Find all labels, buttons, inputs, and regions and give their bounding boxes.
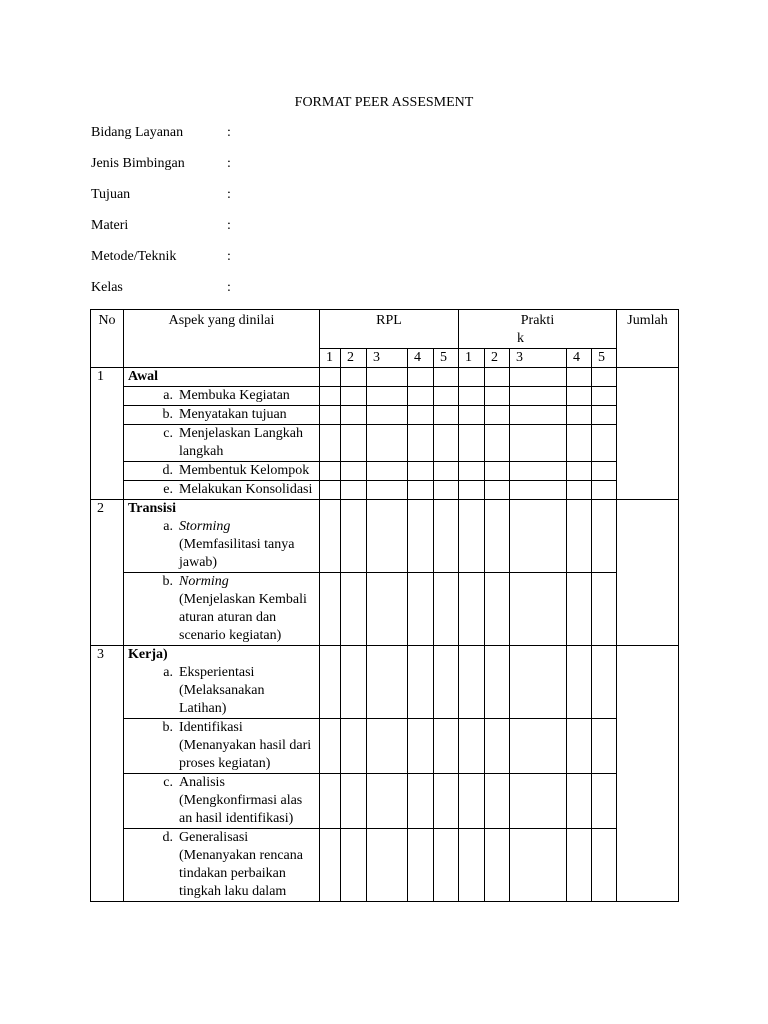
score-cell bbox=[510, 719, 567, 774]
score-cell bbox=[592, 481, 617, 500]
section-title: Kerja) bbox=[128, 647, 168, 662]
header-praktik bbox=[459, 310, 617, 349]
info-row-kelas bbox=[91, 279, 247, 310]
info-colon: : bbox=[227, 280, 231, 295]
info-label: Jenis Bimbingan bbox=[91, 156, 185, 171]
score-cell bbox=[510, 425, 567, 462]
score-cell bbox=[434, 774, 459, 829]
score-cell bbox=[567, 406, 592, 425]
score-cell bbox=[320, 500, 341, 573]
info-colon: : bbox=[227, 156, 231, 171]
score-cell bbox=[408, 387, 434, 406]
score-cell bbox=[592, 425, 617, 462]
score-cell bbox=[485, 646, 510, 719]
info-label: Metode/Teknik bbox=[91, 249, 177, 264]
table-row bbox=[91, 719, 679, 774]
info-label: Tujuan bbox=[91, 187, 131, 202]
score-cell bbox=[434, 573, 459, 646]
table-row bbox=[91, 462, 679, 481]
score-cell bbox=[341, 646, 367, 719]
score-cell bbox=[592, 774, 617, 829]
score-cell bbox=[341, 500, 367, 573]
score-cell bbox=[510, 406, 567, 425]
info-block bbox=[91, 124, 247, 310]
praktik-score-1: 1 bbox=[459, 349, 485, 368]
table-row bbox=[91, 368, 679, 387]
score-cell bbox=[434, 425, 459, 462]
score-cell bbox=[408, 573, 434, 646]
score-cell bbox=[408, 500, 434, 573]
score-cell bbox=[459, 387, 485, 406]
score-cell bbox=[510, 573, 567, 646]
score-cell bbox=[592, 573, 617, 646]
score-cell bbox=[367, 573, 408, 646]
score-cell bbox=[367, 425, 408, 462]
score-cell bbox=[341, 368, 367, 387]
score-cell bbox=[320, 719, 341, 774]
score-cell bbox=[408, 462, 434, 481]
praktik-score-4: 4 bbox=[567, 349, 592, 368]
info-row-materi bbox=[91, 217, 247, 248]
score-cell bbox=[567, 462, 592, 481]
table-row bbox=[91, 573, 679, 646]
score-cell bbox=[367, 500, 408, 573]
score-cell bbox=[567, 387, 592, 406]
score-cell bbox=[434, 387, 459, 406]
score-cell bbox=[510, 646, 567, 719]
score-cell bbox=[459, 774, 485, 829]
score-cell bbox=[434, 368, 459, 387]
info-label: Materi bbox=[91, 218, 129, 233]
assessment-table bbox=[90, 309, 679, 902]
score-cell bbox=[592, 387, 617, 406]
score-cell bbox=[320, 481, 341, 500]
score-cell bbox=[367, 829, 408, 902]
info-row-tujuan bbox=[91, 186, 247, 217]
score-cell bbox=[320, 829, 341, 902]
table-row bbox=[91, 406, 679, 425]
info-row-jenis-bimbingan bbox=[91, 155, 247, 186]
score-cell bbox=[567, 646, 592, 719]
score-cell bbox=[434, 829, 459, 902]
item-cell: e. Melakukan Konsolidasi bbox=[124, 481, 320, 500]
score-cell bbox=[367, 481, 408, 500]
table-row bbox=[91, 481, 679, 500]
score-cell bbox=[320, 425, 341, 462]
score-cell bbox=[320, 774, 341, 829]
info-colon: : bbox=[227, 187, 231, 202]
score-cell bbox=[567, 500, 592, 573]
score-cell bbox=[367, 387, 408, 406]
score-cell bbox=[592, 406, 617, 425]
score-cell bbox=[510, 387, 567, 406]
score-cell bbox=[459, 368, 485, 387]
score-cell bbox=[408, 406, 434, 425]
score-cell bbox=[367, 719, 408, 774]
item-cell: a. Membuka Kegiatan bbox=[124, 387, 320, 406]
score-cell bbox=[320, 462, 341, 481]
score-cell bbox=[367, 368, 408, 387]
score-cell bbox=[510, 481, 567, 500]
table-row bbox=[91, 646, 679, 719]
score-cell bbox=[592, 719, 617, 774]
score-cell bbox=[485, 368, 510, 387]
score-cell bbox=[434, 406, 459, 425]
score-cell bbox=[408, 719, 434, 774]
score-cell bbox=[592, 646, 617, 719]
rpl-score-4: 4 bbox=[408, 349, 434, 368]
score-cell bbox=[341, 425, 367, 462]
score-cell bbox=[485, 387, 510, 406]
info-label: Bidang Layanan bbox=[91, 125, 184, 140]
header-aspek: Aspek yang dinilai bbox=[124, 310, 320, 368]
score-cell bbox=[567, 481, 592, 500]
score-cell bbox=[367, 774, 408, 829]
score-cell bbox=[510, 462, 567, 481]
info-colon: : bbox=[227, 125, 231, 140]
score-cell bbox=[459, 573, 485, 646]
score-cell bbox=[367, 406, 408, 425]
score-cell bbox=[567, 829, 592, 902]
table-row bbox=[91, 774, 679, 829]
score-cell bbox=[510, 774, 567, 829]
score-cell bbox=[434, 646, 459, 719]
score-cell bbox=[510, 368, 567, 387]
score-cell bbox=[408, 481, 434, 500]
rpl-score-5: 5 bbox=[434, 349, 459, 368]
score-cell bbox=[617, 500, 679, 646]
header-rpl: RPL bbox=[320, 310, 459, 349]
score-cell bbox=[341, 774, 367, 829]
score-cell bbox=[434, 500, 459, 573]
score-cell bbox=[485, 500, 510, 573]
score-cell bbox=[341, 829, 367, 902]
score-cell bbox=[485, 425, 510, 462]
score-cell bbox=[459, 425, 485, 462]
score-cell bbox=[510, 829, 567, 902]
item-cell: d. Generalisasi (Menanyakan rencana tindakan perbaikan tingkah laku dalam bbox=[124, 829, 320, 902]
item-cell: c. Menjelaskan Langkah langkah bbox=[124, 425, 320, 462]
score-cell bbox=[320, 368, 341, 387]
section-title: Transisi bbox=[128, 501, 176, 516]
page-title: FORMAT PEER ASSESMENT bbox=[294, 95, 474, 110]
header-jumlah: Jumlah bbox=[617, 310, 679, 368]
header-praktik-line1: Prakti bbox=[520, 313, 555, 328]
praktik-score-5: 5 bbox=[592, 349, 617, 368]
score-cell bbox=[367, 646, 408, 719]
score-cell bbox=[459, 500, 485, 573]
info-colon: : bbox=[227, 218, 231, 233]
section-number: 3 bbox=[91, 646, 124, 902]
score-cell bbox=[434, 481, 459, 500]
score-cell bbox=[459, 719, 485, 774]
section-number: 1 bbox=[91, 368, 124, 500]
rpl-score-3: 3 bbox=[367, 349, 408, 368]
score-cell bbox=[592, 462, 617, 481]
item-cell: b. Norming (Menjelaskan Kembali aturan aturan dan scenario kegiatan) bbox=[124, 573, 320, 646]
score-cell bbox=[408, 646, 434, 719]
info-label: Kelas bbox=[91, 280, 123, 295]
table-row bbox=[91, 387, 679, 406]
score-cell bbox=[320, 646, 341, 719]
score-cell bbox=[341, 387, 367, 406]
info-colon: : bbox=[227, 249, 231, 264]
table-row bbox=[91, 425, 679, 462]
info-row-bidang-layanan bbox=[91, 124, 247, 155]
score-cell bbox=[592, 829, 617, 902]
item-cell: Transisi a. Storming (Memfasilitasi tanya jawab) bbox=[124, 500, 320, 573]
section-title: Awal bbox=[124, 368, 320, 387]
score-cell bbox=[341, 481, 367, 500]
score-cell bbox=[408, 774, 434, 829]
score-cell bbox=[567, 368, 592, 387]
score-cell bbox=[617, 368, 679, 500]
score-cell bbox=[459, 462, 485, 481]
info-row-metode-teknik bbox=[91, 248, 247, 279]
score-cell bbox=[567, 719, 592, 774]
score-cell bbox=[459, 829, 485, 902]
score-cell bbox=[341, 462, 367, 481]
item-cell: c. Analisis (Mengkonfirmasi alas an hasil identifikasi) bbox=[124, 774, 320, 829]
score-cell bbox=[320, 406, 341, 425]
score-cell bbox=[341, 573, 367, 646]
item-cell: b. Identifikasi (Menanyakan hasil dari proses kegiatan) bbox=[124, 719, 320, 774]
score-cell bbox=[617, 646, 679, 902]
table-row bbox=[91, 500, 679, 573]
score-cell bbox=[567, 573, 592, 646]
score-cell bbox=[408, 425, 434, 462]
score-cell bbox=[485, 573, 510, 646]
score-cell bbox=[485, 462, 510, 481]
score-cell bbox=[485, 481, 510, 500]
score-cell bbox=[341, 406, 367, 425]
score-cell bbox=[367, 462, 408, 481]
rpl-score-1: 1 bbox=[320, 349, 341, 368]
item-cell: b. Menyatakan tujuan bbox=[124, 406, 320, 425]
header-praktik-line2: k bbox=[517, 331, 524, 346]
item-cell: Kerja) a. Eksperientasi (Melaksanakan Latihan) bbox=[124, 646, 320, 719]
score-cell bbox=[510, 500, 567, 573]
score-cell bbox=[485, 406, 510, 425]
score-cell bbox=[459, 481, 485, 500]
score-cell bbox=[459, 646, 485, 719]
header-no: No bbox=[91, 310, 124, 368]
score-cell bbox=[485, 829, 510, 902]
score-cell bbox=[434, 719, 459, 774]
rpl-score-2: 2 bbox=[341, 349, 367, 368]
praktik-score-3: 3 bbox=[510, 349, 567, 368]
score-cell bbox=[459, 406, 485, 425]
praktik-score-2: 2 bbox=[485, 349, 510, 368]
section-number: 2 bbox=[91, 500, 124, 646]
score-cell bbox=[320, 573, 341, 646]
score-cell bbox=[567, 425, 592, 462]
score-cell bbox=[408, 368, 434, 387]
score-cell bbox=[485, 774, 510, 829]
table-row bbox=[91, 829, 679, 902]
score-cell bbox=[341, 719, 367, 774]
score-cell bbox=[434, 462, 459, 481]
score-cell bbox=[320, 387, 341, 406]
score-cell bbox=[592, 500, 617, 573]
item-cell: d. Membentuk Kelompok bbox=[124, 462, 320, 481]
score-cell bbox=[408, 829, 434, 902]
score-cell bbox=[567, 774, 592, 829]
score-cell bbox=[485, 719, 510, 774]
score-cell bbox=[592, 368, 617, 387]
